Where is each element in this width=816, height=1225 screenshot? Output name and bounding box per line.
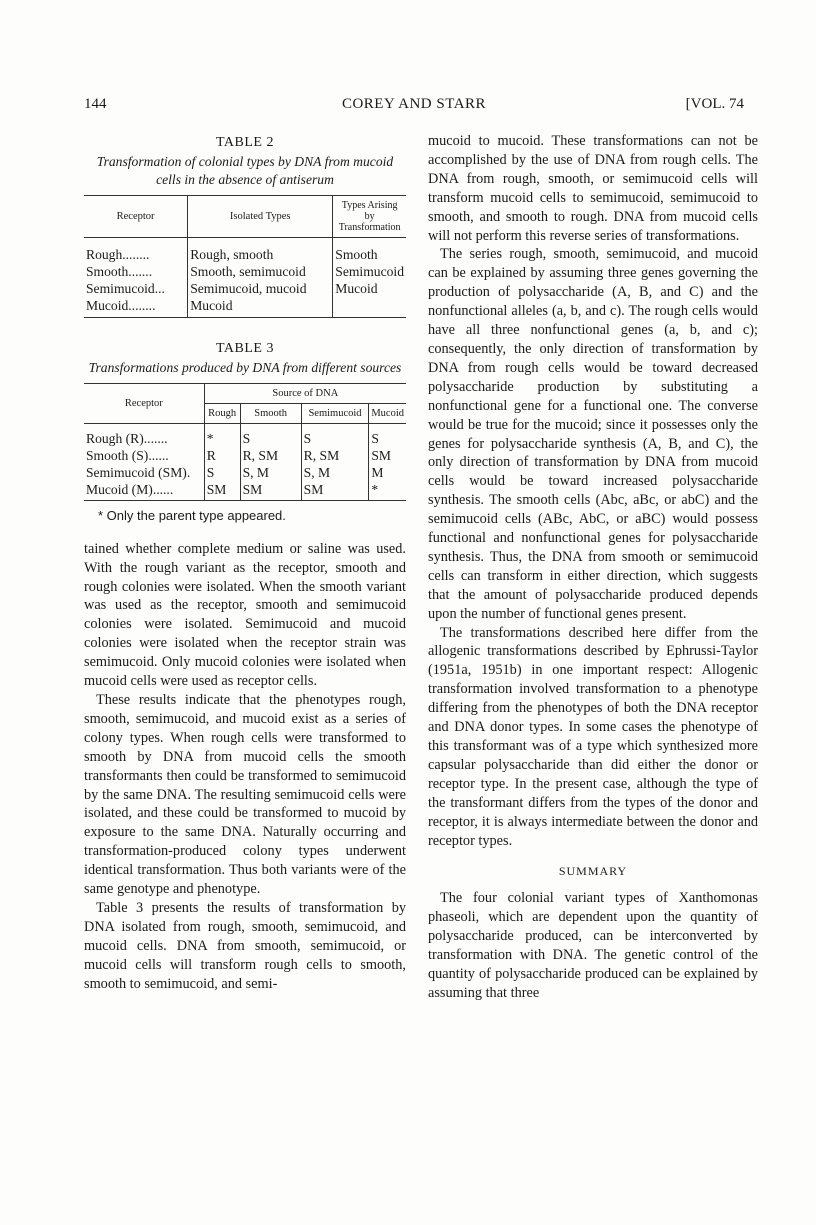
table3-header-mucoid: Mucoid	[369, 403, 406, 423]
right-column	[428, 132, 758, 1003]
table3-cell: *	[204, 423, 240, 447]
table2-cell: Rough........	[86, 246, 150, 262]
table2-cell: Semimucoid, mucoid	[188, 280, 333, 297]
table2-cell: Mucoid	[188, 297, 333, 318]
summary-heading: SUMMARY	[558, 864, 628, 879]
table3-cell: SM	[369, 447, 406, 464]
table3-cell: SM	[240, 481, 301, 501]
table3-cell: S	[301, 423, 369, 447]
table3-footnote: * Only the parent type appeared.	[98, 507, 286, 523]
table3-header-source: Source of DNA	[204, 383, 406, 403]
table3-cell: *	[369, 481, 406, 501]
body-paragraph: Table 3 presents the results of transformation by DNA isolated from rough, smooth, semimucoid, and mucoid cells. DNA from smooth, semimucoid, or mucoid cells will transform rough cells to smooth, smooth to semimucoid, and semi-	[84, 899, 406, 992]
running-title: COREY AND STARR	[341, 96, 487, 112]
table-row	[84, 280, 406, 297]
table2-header-isolated: Isolated Types	[188, 195, 333, 237]
table3-header-semimucoid: Semimucoid	[301, 403, 369, 423]
table3-cell: S	[369, 423, 406, 447]
table3-cell: SM	[301, 481, 369, 501]
body-paragraph: The series rough, smooth, semimucoid, and mucoid can be explained by assuming three genes governing the production of polysaccharide (A, B, and C) and the nonfunctional alleles (a, b, and c). The rough cells would have all three nonfunctional genes (a, b, and c); consequently, the only direction of transformation by DNA from rough cells would be toward decreased polysaccharide production by substituting a nonfunctional gene for a functional one. The converse would be true for the mucoid; since it possesses only the genes for polysaccharide synthesis (A, B, and C), the only direction of transformation by DNA from mucoid cells would be toward increased polysaccharide synthesis. The smooth cells (Abc, aBc, or abC) and the semimucoid cells (ABc, AbC, or aBC) would possess functional and nonfunctional genes for polysaccharide synthesis. Thus, the DNA from smooth or semimucoid cells can transform in either direction, which suggests that the amount of polysaccharide produced depends upon the number of functional genes present.	[428, 246, 758, 622]
table2	[84, 195, 406, 318]
table2-cell: Mucoid	[333, 280, 406, 297]
table3	[84, 383, 406, 501]
table-row	[84, 447, 406, 464]
table3-cell: S, M	[240, 464, 301, 481]
table-row	[84, 481, 406, 501]
table3-cell: S, M	[301, 464, 369, 481]
table3-header-receptor: Receptor	[124, 397, 163, 409]
table2-header-arising: Types Arising by Transformation	[333, 195, 406, 237]
body-paragraph: mucoid to mucoid. These transformations can not be accomplished by the use of DNA from rough cells. The DNA from rough, smooth, or semimucoid cells will transform mucoid cells to semimucoid, semimucoid to smooth, and smooth to rough. DNA from mucoid cells will not perform this reverse series of transformations.	[428, 133, 758, 244]
table3-header-rough: Rough	[204, 403, 240, 423]
table-row	[84, 297, 406, 318]
body-paragraph: The transformations described here differ from the allogenic transformations described by Ephrussi-Taylor (1951a, 1951b) in one important respect: Allogenic transformation involved transformation to a phenotype differing from the phenotypes of both the DNA receptor and DNA donor types. In some cases the phenotype of this transformant was of a type which synthesized more capsular polysaccharide than did either the donor or receptor type. In the present case, although the type of the transformant differs from the types of the donor and receptor, it is always intermediate between the donor and receptor types.	[428, 624, 758, 849]
table2-cell: Smooth, semimucoid	[188, 263, 333, 280]
table3-cell: R, SM	[240, 447, 301, 464]
table2-title: Transformation of colonial types by DNA from mucoid cells in the absence of antiserum	[96, 153, 394, 187]
table3-cell: Semimucoid (SM).	[86, 464, 191, 480]
table-row	[84, 464, 406, 481]
table3-cell: Smooth (S)......	[86, 447, 169, 463]
table2-cell: Semimucoid	[333, 263, 406, 280]
page-header	[84, 96, 744, 116]
table-row	[84, 237, 406, 263]
table3-number: TABLE 3	[216, 340, 274, 356]
table3-cell: M	[369, 464, 406, 481]
table2-cell: Mucoid........	[86, 297, 156, 313]
table-row	[84, 263, 406, 280]
table3-cell: Rough (R).......	[86, 430, 168, 446]
table2-cell	[333, 297, 406, 318]
volume-label: [VOL. 74	[685, 96, 744, 112]
left-column	[84, 132, 406, 993]
table3-title: Transformations produced by DNA from different sources	[88, 359, 402, 375]
table2-cell: Semimucoid...	[86, 280, 165, 296]
table2-header-receptor: Receptor	[116, 210, 155, 222]
table-row	[84, 423, 406, 447]
table3-cell: R, SM	[301, 447, 369, 464]
table3-cell: Mucoid (M)......	[86, 481, 174, 497]
table3-header-smooth: Smooth	[240, 403, 301, 423]
table2-cell: Smooth	[333, 237, 406, 263]
page-number: 144	[84, 96, 107, 112]
table3-cell: S	[240, 423, 301, 447]
table2-cell: Rough, smooth	[188, 237, 333, 263]
body-paragraph: tained whether complete medium or saline was used. With the rough variant as the receptor, smooth and rough colonies were isolated. When the smooth variant was used as the receptor, smooth and semimucoid colonies were isolated. Semimucoid and mucoid colonies were isolated when the receptor strain was semimucoid. Only mucoid colonies were isolated when mucoid cells were used as receptor cells.	[84, 540, 406, 690]
table3-cell: R	[204, 447, 240, 464]
table2-cell: Smooth.......	[86, 263, 153, 279]
table3-cell: SM	[204, 481, 240, 501]
body-paragraph: These results indicate that the phenotypes rough, smooth, semimucoid, and mucoid exist as a series of colony types. When rough cells were transformed to smooth by DNA from mucoid cells the smooth transformants then could be transformed to semimucoid by the same DNA. The resulting semimucoid cells were isolated, and these could be transformed to mucoid by exposure to the same DNA. Naturally occurring and transformation-produced colony types underwent identical transformation. Thus both variants were of the same genotype and phenotype.	[84, 691, 406, 898]
table3-cell: S	[204, 464, 240, 481]
table2-number: TABLE 2	[216, 135, 274, 150]
summary-paragraph: The four colonial variant types of Xanthomonas phaseoli, which are dependent upon the quantity of polysaccharide produced, can be interconverted by transformation with DNA. The genetic control of the quantity of polysaccharide produced can be explained by assuming that three	[428, 890, 758, 1001]
